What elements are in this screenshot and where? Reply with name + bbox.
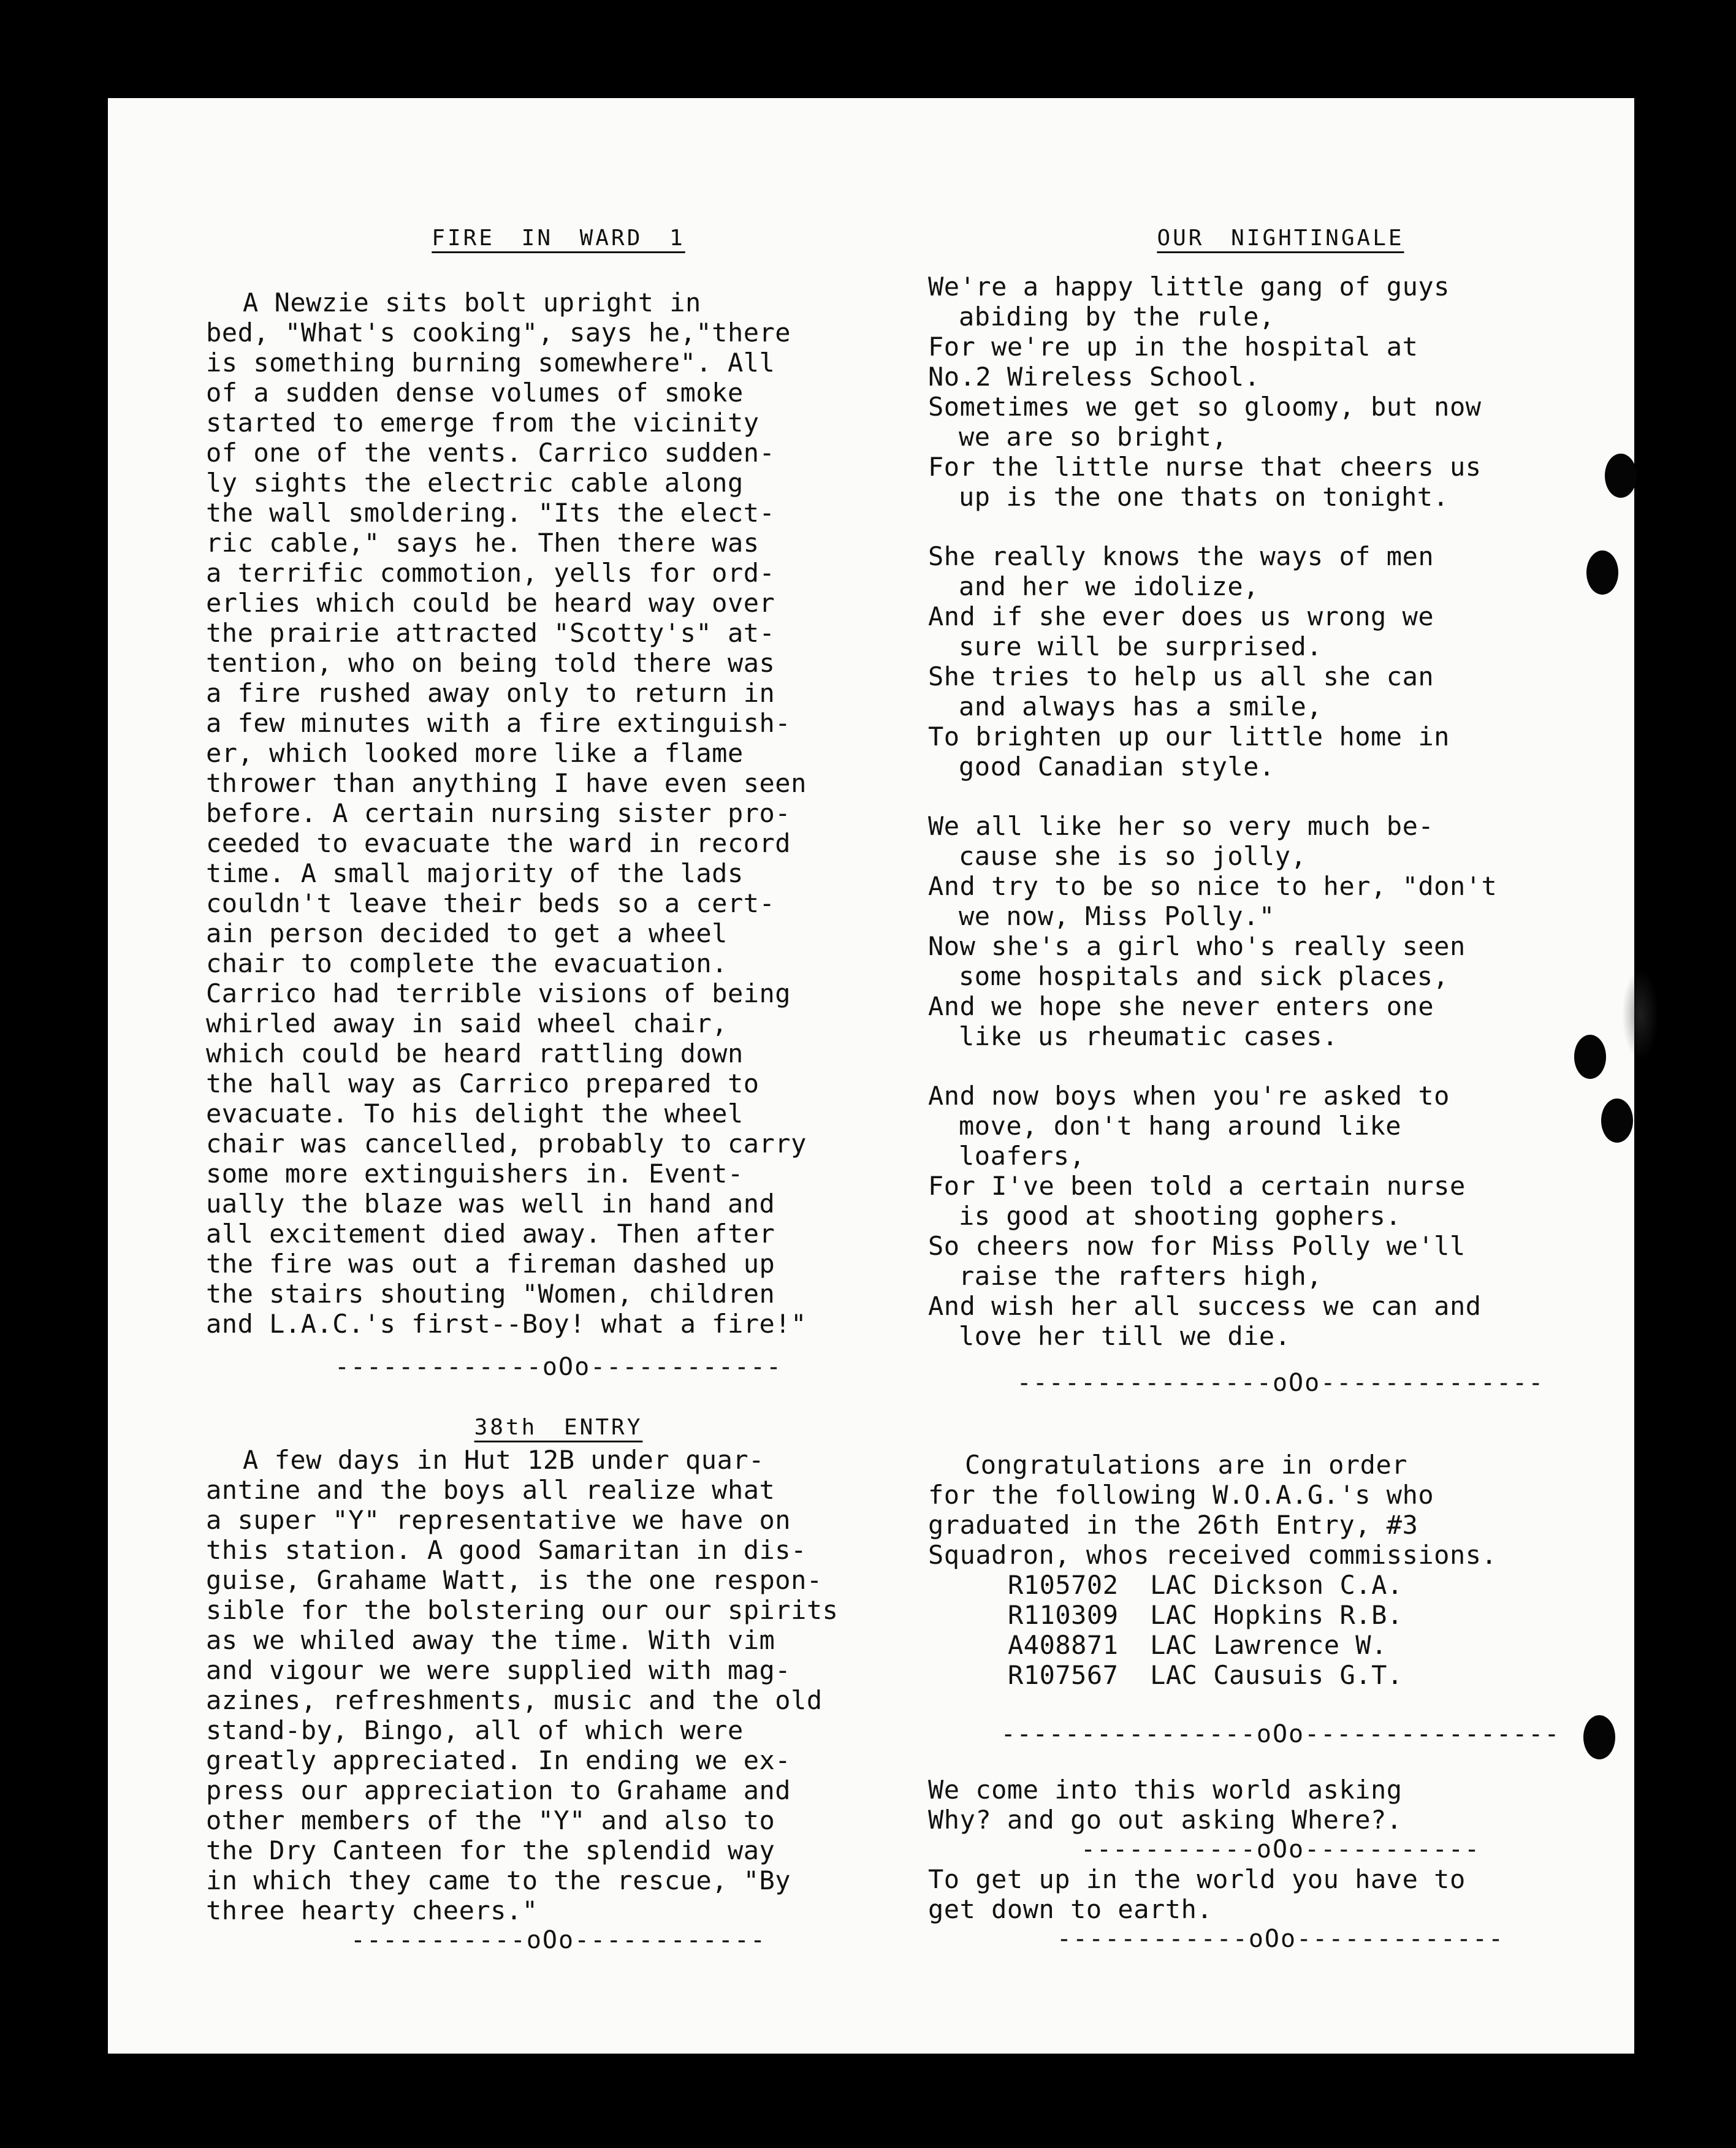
entry-article	[206, 1413, 911, 1955]
punch-hole	[1601, 1099, 1633, 1143]
fire-article-line: time. A small majority of the lads	[206, 858, 744, 888]
graduate-list	[928, 1570, 1633, 1690]
entry-article-line: this station. A good Samaritan in dis-	[206, 1535, 807, 1565]
poem-stanza	[928, 272, 1633, 512]
sayings	[928, 1775, 1633, 1954]
fire-article-line: which could be heard rattling down	[206, 1038, 744, 1068]
congratulations-line: for the following W.O.A.G.'s who	[928, 1480, 1434, 1510]
congratulations-line: Squadron, whos received commissions.	[928, 1540, 1498, 1570]
poem-line: She really knows the ways of men	[928, 541, 1434, 571]
poem-line: And if she ever does us wrong we	[928, 601, 1434, 631]
fire-article-line: er, which looked more like a flame	[206, 738, 744, 768]
entry-article-line: three hearty cheers."	[206, 1895, 538, 1925]
graduate-entry: A408871 LAC Lawrence W.	[1008, 1630, 1387, 1660]
entry-article-line: A few days in Hut 12B under quar-	[243, 1445, 764, 1475]
graduate-entry: R105702 LAC Dickson C.A.	[1008, 1570, 1403, 1600]
poem-line: And try to be so nice to her, "don't	[928, 871, 1498, 901]
saying-line: Why? and go out asking Where?.	[928, 1805, 1403, 1835]
fire-article-line: thrower than anything I have even seen	[206, 768, 807, 798]
fire-article-line: and L.A.C.'s first--Boy! what a fire!"	[206, 1309, 807, 1339]
poem	[928, 224, 1633, 1398]
entry-article-line: azines, refreshments, music and the old	[206, 1685, 823, 1715]
fire-article	[206, 224, 911, 1382]
poem-stanza	[928, 811, 1633, 1051]
fire-article-line: the prairie attracted "Scotty's" at-	[206, 618, 775, 648]
entry-article-body	[206, 1445, 911, 1925]
entry-article-line: as we whiled away the time. With vim	[206, 1625, 775, 1655]
fire-article-title: FIRE IN WARD 1	[432, 226, 685, 251]
fire-article-line: the hall way as Carrico prepared to	[206, 1068, 760, 1099]
saying-line: We come into this world asking	[928, 1775, 1403, 1805]
entry-article-line: other members of the "Y" and also to	[206, 1805, 775, 1835]
poem-line: To brighten up our little home in	[928, 722, 1450, 752]
fire-article-line: the wall smoldering. "Its the elect-	[206, 498, 775, 528]
fire-article-line: before. A certain nursing sister pro-	[206, 798, 791, 828]
poem-line: cause she is so jolly,	[959, 841, 1307, 871]
entry-article-line: sible for the bolstering our our spirits	[206, 1595, 839, 1625]
congratulations	[928, 1450, 1633, 1749]
poem-line: No.2 Wireless School.	[928, 362, 1260, 392]
fire-article-line: of one of the vents. Carrico sudden-	[206, 438, 775, 468]
congratulations-line: Congratulations are in order	[965, 1450, 1408, 1480]
fire-article-line: chair was cancelled, probably to carry	[206, 1129, 807, 1159]
poem-line: up is the one thats on tonight.	[959, 482, 1449, 512]
poem-title: OUR NIGHTINGALE	[1157, 226, 1404, 251]
graduate-entry: R110309 LAC Hopkins R.B.	[1008, 1600, 1403, 1630]
saying-line: get down to earth.	[928, 1894, 1213, 1924]
poem-line: And now boys when you're asked to	[928, 1081, 1450, 1111]
fire-article-line: of a sudden dense volumes of smoke	[206, 378, 744, 408]
fire-article-line: ly sights the electric cable along	[206, 468, 744, 498]
entry-article-line: a super "Y" representative we have on	[206, 1505, 791, 1535]
newsletter-page	[108, 98, 1634, 2054]
entry-article-title: 38th ENTRY	[474, 1415, 643, 1440]
congratulations-separator: ----------------oOo----------------	[1000, 1720, 1561, 1748]
poem-line: some hospitals and sick places,	[959, 961, 1449, 991]
fire-article-line: bed, "What's cooking", says he,"there	[206, 318, 791, 348]
fire-article-line: chair to complete the evacuation.	[206, 948, 728, 978]
fire-article-line: a terrific commotion, yells for ord-	[206, 558, 775, 588]
poem-line: We're a happy little gang of guys	[928, 272, 1450, 302]
poem-line: and always has a smile,	[959, 691, 1323, 722]
saying-line: To get up in the world you have to	[928, 1864, 1466, 1894]
punch-hole	[1605, 454, 1637, 498]
poem-stanza	[928, 541, 1633, 782]
ink-smudge	[1622, 969, 1659, 1061]
fire-article-line: ceeded to evacuate the ward in record	[206, 828, 791, 858]
fire-article-line: a fire rushed away only to return in	[206, 678, 775, 708]
poem-line: move, don't hang around like	[959, 1111, 1402, 1141]
fire-article-body	[206, 288, 911, 1339]
poem-line: is good at shooting gophers.	[959, 1201, 1402, 1231]
poem-line: Now she's a girl who's really seen	[928, 931, 1466, 961]
poem-line: We all like her so very much be-	[928, 811, 1434, 841]
entry-article-line: stand-by, Bingo, all of which were	[206, 1715, 744, 1745]
saying-separator: ------------oOo-------------	[1056, 1925, 1505, 1953]
punch-hole	[1574, 1035, 1606, 1079]
entry-article-line: antine and the boys all realize what	[206, 1475, 775, 1505]
poem-line: like us rheumatic cases.	[959, 1021, 1338, 1051]
poem-line: loafers,	[959, 1141, 1086, 1171]
punch-hole	[1586, 550, 1618, 595]
poem-line: abiding by the rule,	[959, 302, 1275, 332]
poem-body	[928, 272, 1633, 1351]
poem-line: and her we idolize,	[959, 571, 1259, 601]
saying-separator: -----------oOo-----------	[1080, 1835, 1481, 1864]
poem-line: She tries to help us all she can	[928, 661, 1434, 691]
poem-line: love her till we die.	[959, 1321, 1291, 1351]
fire-article-line: the stairs shouting "Women, children	[206, 1279, 775, 1309]
entry-article-line: guise, Grahame Watt, is the one respon-	[206, 1565, 823, 1595]
poem-line: And we hope she never enters one	[928, 991, 1434, 1021]
poem-line: For the little nurse that cheers us	[928, 452, 1482, 482]
poem-line: we now, Miss Polly."	[959, 901, 1275, 931]
graduate-entry: R107567 LAC Causuis G.T.	[1008, 1660, 1403, 1690]
poem-line: And wish her all success we can and	[928, 1291, 1482, 1321]
entry-separator: -----------oOo------------	[350, 1926, 767, 1954]
fire-article-line: started to emerge from the vicinity	[206, 408, 760, 438]
fire-separator: -------------oOo------------	[334, 1353, 783, 1381]
entry-article-line: greatly appreciated. In ending we ex-	[206, 1745, 791, 1775]
poem-separator: ----------------oOo--------------	[1016, 1369, 1545, 1397]
fire-article-line: Carrico had terrible visions of being	[206, 978, 791, 1008]
poem-line: we are so bright,	[959, 422, 1228, 452]
entry-article-line: in which they came to the rescue, "By	[206, 1865, 791, 1895]
poem-line: For I've been told a certain nurse	[928, 1171, 1466, 1201]
fire-article-line: erlies which could be heard way over	[206, 588, 775, 618]
entry-article-line: press our appreciation to Grahame and	[206, 1775, 791, 1805]
fire-article-line: A Newzie sits bolt upright in	[243, 288, 701, 318]
poem-line: Sometimes we get so gloomy, but now	[928, 392, 1482, 422]
poem-line: raise the rafters high,	[959, 1261, 1323, 1291]
congratulations-line: graduated in the 26th Entry, #3	[928, 1510, 1418, 1540]
entry-article-line: the Dry Canteen for the splendid way	[206, 1835, 775, 1865]
punch-hole	[1583, 1715, 1615, 1759]
fire-article-line: the fire was out a fireman dashed up	[206, 1249, 775, 1279]
fire-article-line: couldn't leave their beds so a cert-	[206, 888, 775, 918]
poem-line: So cheers now for Miss Polly we'll	[928, 1231, 1466, 1261]
fire-article-line: ain person decided to get a wheel	[206, 918, 728, 948]
fire-article-line: all excitement died away. Then after	[206, 1219, 775, 1249]
fire-article-line: a few minutes with a fire extinguish-	[206, 708, 791, 738]
congratulations-text	[928, 1450, 1633, 1570]
fire-article-line: evacuate. To his delight the wheel	[206, 1099, 744, 1129]
fire-article-line: is something burning somewhere". All	[206, 348, 775, 378]
fire-article-line: tention, who on being told there was	[206, 648, 775, 678]
fire-article-line: ually the blaze was well in hand and	[206, 1189, 775, 1219]
entry-article-line: and vigour we were supplied with mag-	[206, 1655, 791, 1685]
fire-article-line: ric cable," says he. Then there was	[206, 528, 760, 558]
fire-article-line: some more extinguishers in. Event-	[206, 1159, 744, 1189]
fire-article-line: whirled away in said wheel chair,	[206, 1008, 728, 1038]
poem-line: sure will be surprised.	[959, 631, 1323, 661]
poem-stanza	[928, 1081, 1633, 1351]
poem-line: For we're up in the hospital at	[928, 332, 1418, 362]
poem-line: good Canadian style.	[959, 752, 1275, 782]
